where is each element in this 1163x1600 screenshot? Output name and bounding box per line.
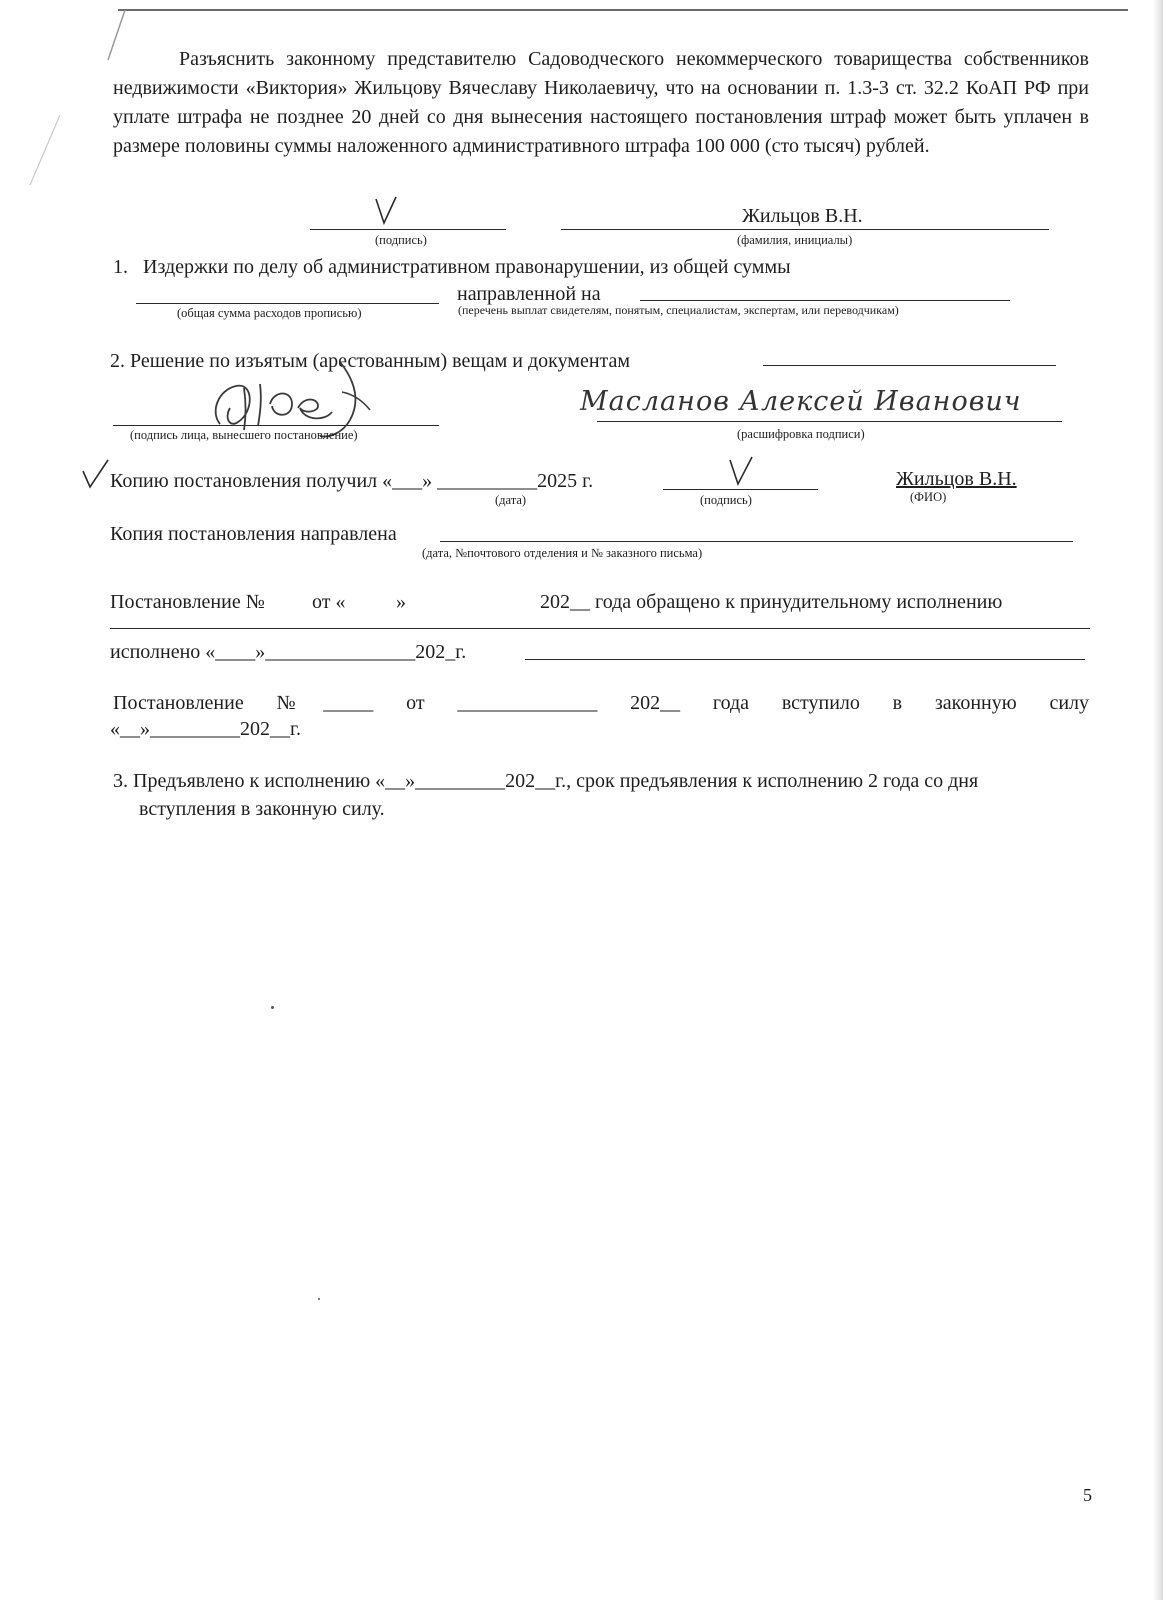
caption-total-sum: (общая сумма расходов прописью) xyxy=(177,306,362,320)
item3-line2: вступления в законную силу. xyxy=(139,798,385,820)
payments-list-line xyxy=(640,300,1010,301)
directed-to-label: направленной на xyxy=(457,283,601,305)
caption-name: (фамилия, инициалы) xyxy=(737,233,853,247)
scan-speck xyxy=(271,1006,274,1009)
total-sum-line xyxy=(136,303,439,304)
caption-signature: (подпись) xyxy=(375,233,427,247)
caption-copy-sent: (дата, №почтового отделения и № заказного письма) xyxy=(422,546,703,560)
item2-decision-line xyxy=(763,365,1056,366)
resolution-quote: » xyxy=(396,591,406,613)
item2-text: 2. Решение по изъятым (арестованным) вещам и документам xyxy=(110,350,631,372)
caption-payments: (перечень выплат свидетелям, понятым, специалистам, экспертам, или переводчикам) xyxy=(458,303,899,317)
caption-decoding: (расшифровка подписи) xyxy=(737,427,865,441)
enforcement-line xyxy=(110,628,1090,629)
signature-line xyxy=(310,229,506,230)
caption-official-signature: (подпись лица, вынесшего постановление) xyxy=(130,428,358,442)
scan-edge-right xyxy=(1153,0,1163,1600)
checkmark-left xyxy=(80,457,112,491)
entry-into-force-date: «__»_________202__г. xyxy=(110,718,301,740)
item1-text: Издержки по делу об административном правонарушении, из общей суммы xyxy=(143,256,791,278)
entry-into-force-line: Постановление №_____ от ______________ 202__ года вступило в законную силу xyxy=(113,692,1090,714)
caption-recipient-signature: (подпись) xyxy=(700,493,752,507)
official-signature xyxy=(200,342,410,442)
checkmark-recipient-signature xyxy=(726,454,766,490)
scan-edge-top xyxy=(118,9,1128,11)
name-line xyxy=(561,229,1049,230)
resolution-label: Постановление № xyxy=(110,591,265,613)
copy-received-text: Копию постановления получил «___» __________2025 г. xyxy=(110,470,594,492)
item3-line1: 3. Предъявлено к исполнению «__»_________202__г., срок предъявления к исполнению 2 года со дня xyxy=(113,770,979,792)
signer-name: Жильцов В.Н. xyxy=(742,205,863,227)
caption-date: (дата) xyxy=(495,493,527,507)
enforcement-text: 202__ года обращено к принудительному исполнению xyxy=(540,591,1003,613)
page-number: 5 xyxy=(1083,1485,1092,1505)
recipient-name: Жильцов В.Н. xyxy=(896,468,1017,490)
decoding-line xyxy=(597,421,1062,422)
copy-sent-line xyxy=(440,541,1073,542)
item1-number: 1. xyxy=(113,256,128,278)
explanation-paragraph: Разъяснить законному представителю Садоводческого некоммерческого товарищества собственников недвижимости «Виктория» Жильцову Вячеславу Николаевичу, что на основании п. 1.3-3 ст. 32.2 КоАП РФ при уплате штрафа не позднее 20 дней со дня вынесения настоящего постановления штраф может быть уплачен в размере половины суммы наложенного административного штрафа 100 000 (сто тысяч) рублей. xyxy=(113,48,1089,157)
executed-line xyxy=(525,659,1085,660)
checkmark-signature xyxy=(370,193,410,229)
executed-text: исполнено «____»_______________202_г. xyxy=(110,641,467,663)
handwritten-decoding: Масланов Алексей Иванович xyxy=(580,386,1022,417)
copy-sent-text: Копия постановления направлена xyxy=(110,523,397,545)
caption-fio: (ФИО) xyxy=(910,490,947,504)
resolution-from: от « xyxy=(312,591,346,613)
scan-speck xyxy=(318,1298,320,1300)
